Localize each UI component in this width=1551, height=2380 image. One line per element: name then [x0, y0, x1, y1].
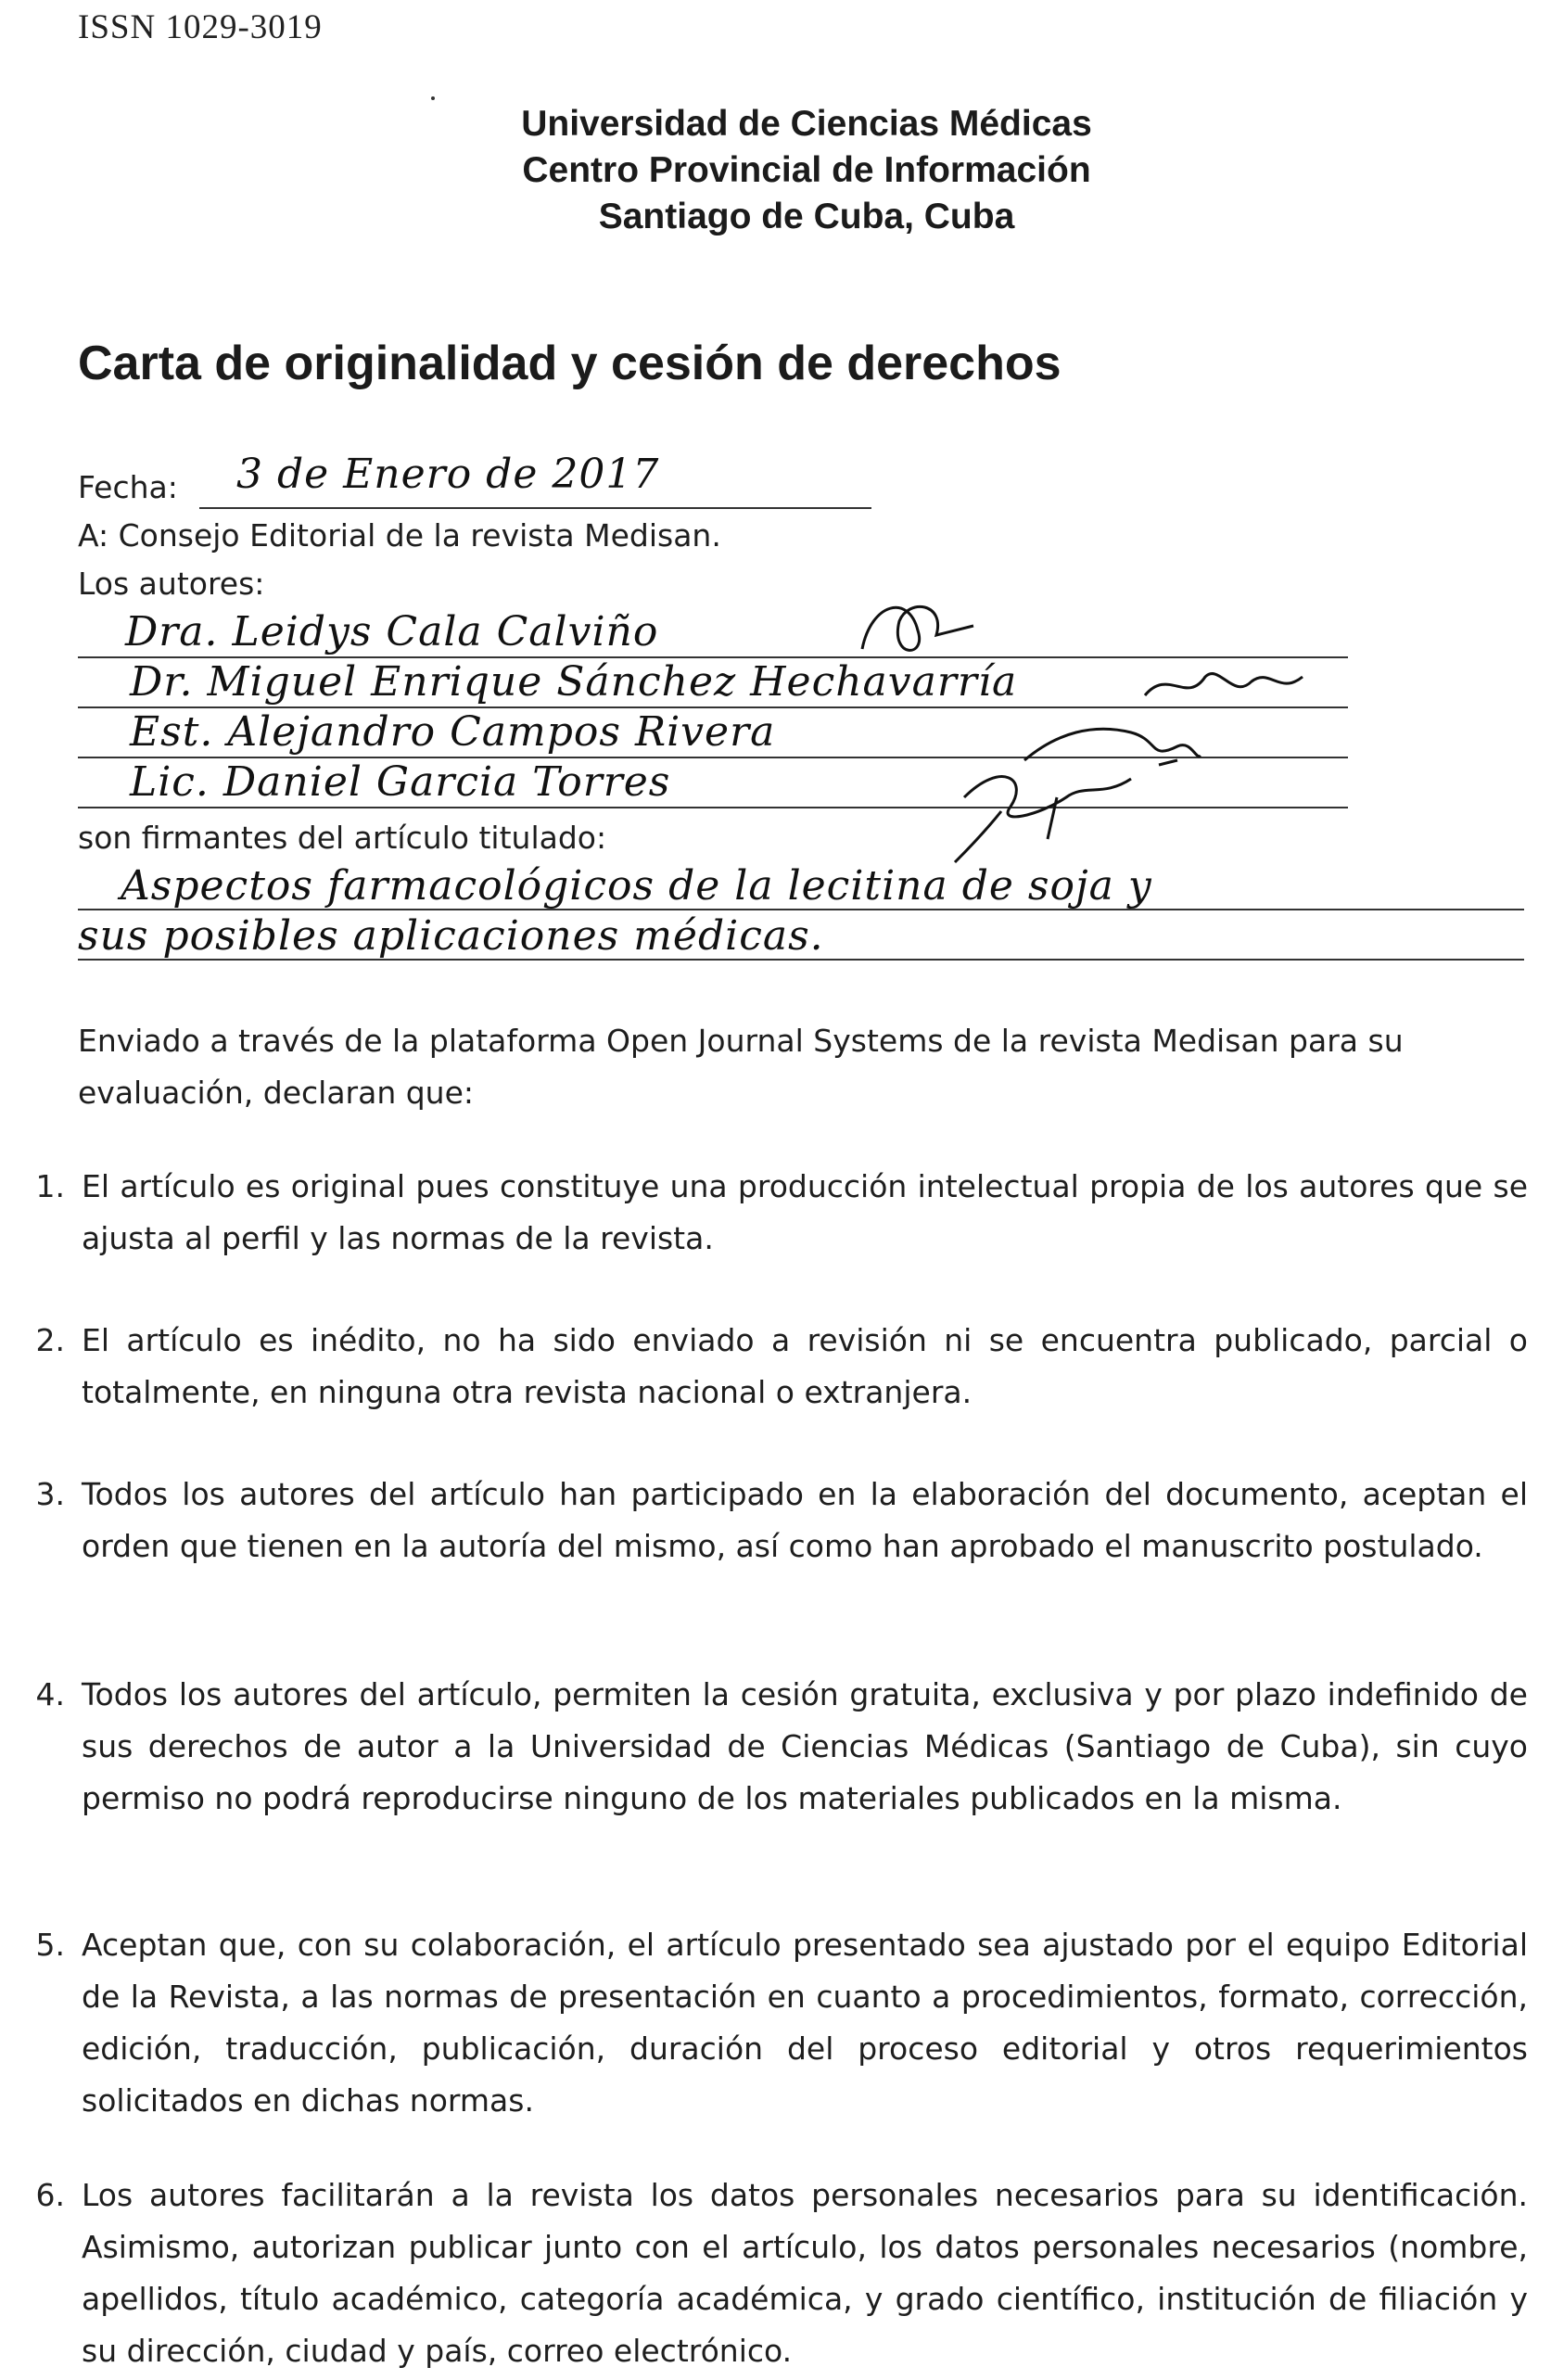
- declaration-text: El artículo es inédito, no ha sido enviado a revisión ni se encuentra publicado, parcial o totalmente, en ninguna otra revista nacional o extranjera.: [82, 1322, 1528, 1410]
- declaration-number: 2.: [35, 1322, 65, 1358]
- authors-label: Los autores:: [78, 566, 265, 602]
- signature-2: [1140, 658, 1307, 714]
- declaration-text: El artículo es original pues constituye una producción intelectual propia de los autores que se ajusta al perfil y las normas de la revista.: [82, 1168, 1528, 1256]
- fecha-handwritten: 3 de Enero de 2017: [236, 451, 660, 498]
- declaration-number: 4.: [35, 1676, 65, 1712]
- author-4-handwritten: Lic. Daniel Garcia Torres: [130, 758, 671, 806]
- issn-label: ISSN 1029-3019: [78, 8, 323, 46]
- signature-4: [946, 760, 1168, 872]
- header-city: Santiago de Cuba, Cuba: [598, 197, 1015, 236]
- author-1-handwritten: Dra. Leidys Cala Calviño: [125, 608, 659, 655]
- declaration-number: 6.: [35, 2177, 65, 2213]
- article-title-line2: sus posibles aplicaciones médicas.: [78, 912, 824, 960]
- declaration-text: Todos los autores del artículo han participado en la elaboración del documento, aceptan el orden que tienen en la autoría del mismo, así como han aprobado el manuscrito postulado.: [82, 1476, 1528, 1564]
- declaration-number: 1.: [35, 1168, 65, 1204]
- declaration-text: Los autores facilitarán a la revista los datos personales necesarios para su identificación. Asimismo, autorizan publicar junto con el artículo, los datos personales necesarios (nombre, apellidos, título académico, categoría académica, y grado científico, institución de filiación y su dirección, ciudad y país, correo electrónico.: [82, 2177, 1528, 2369]
- recipient-line: A: Consejo Editorial de la revista Medisan.: [78, 517, 721, 554]
- header-university: Universidad de Ciencias Médicas: [521, 104, 1092, 144]
- scan-speck: [431, 96, 435, 100]
- article-title-line1: Aspectos farmacológicos de la lecitina de soja y: [121, 862, 1152, 910]
- header-center: Centro Provincial de Información: [522, 150, 1091, 190]
- declaration-number: 3.: [35, 1476, 65, 1512]
- author-3-handwritten: Est. Alejandro Campos Rivera: [130, 708, 776, 756]
- fecha-label: Fecha:: [78, 469, 178, 505]
- fecha-underline: [199, 507, 871, 509]
- signature-1: [853, 593, 983, 668]
- intro-paragraph: Enviado a través de la plataforma Open Journal Systems de la revista Medisan para su evaluación, declaran que:: [78, 1023, 1404, 1111]
- author-2-handwritten: Dr. Miguel Enrique Sánchez Hechavarría: [130, 658, 1018, 706]
- document-title: Carta de originalidad y cesión de derechos: [78, 337, 1062, 390]
- declaration-text: Aceptan que, con su colaboración, el artículo presentado sea ajustado por el equipo Editorial de la Revista, a las normas de presentación en cuanto a procedimientos, formato, corrección, edición, traducción, publicación, duración del proceso editorial y otros requerimientos solicitados en dichas normas.: [82, 1927, 1528, 2119]
- declaration-number: 5.: [35, 1927, 65, 1963]
- declaration-text: Todos los autores del artículo, permiten la cesión gratuita, exclusiva y por plazo indefinido de sus derechos de autor a la Universidad de Ciencias Médicas (Santiago de Cuba), sin cuyo permiso no podrá reproducirse ninguno de los materiales publicados en la misma.: [82, 1676, 1528, 1816]
- signers-label: son firmantes del artículo titulado:: [78, 820, 607, 856]
